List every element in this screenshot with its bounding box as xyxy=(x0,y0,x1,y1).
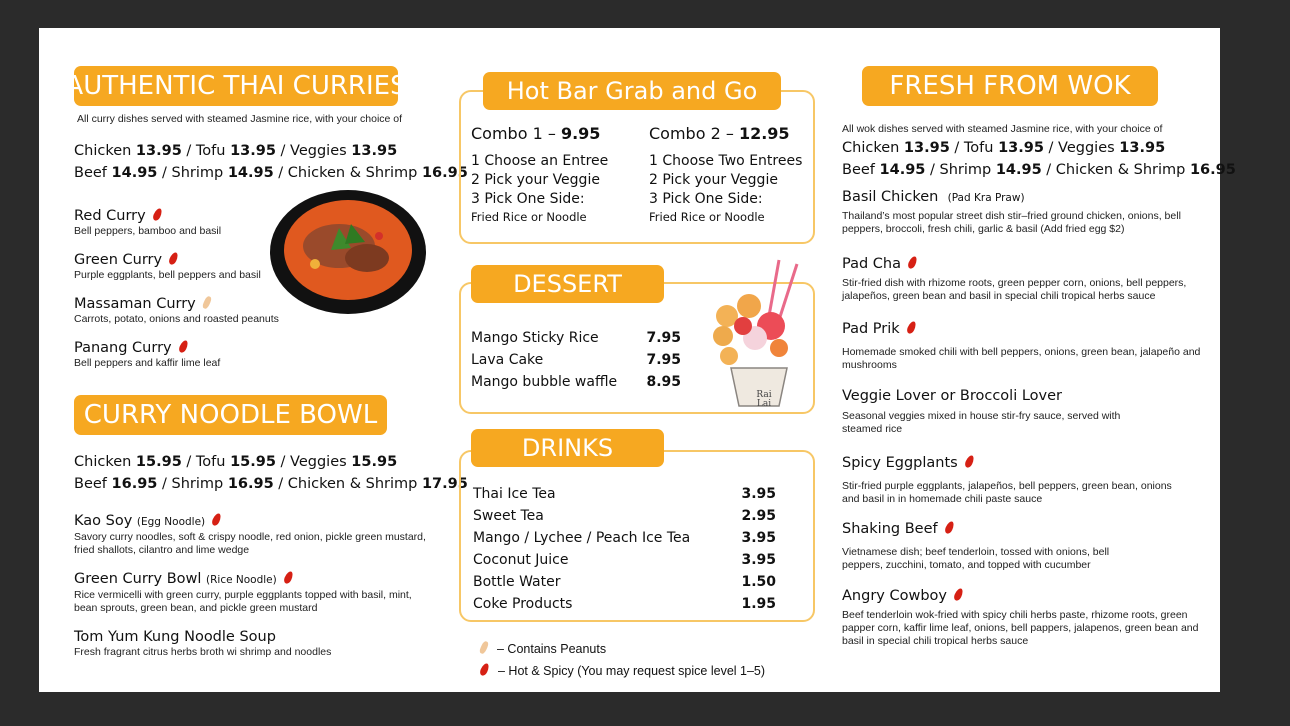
combo-step: 1 Choose Two Entrees xyxy=(649,153,803,169)
price-value: 15.95 xyxy=(351,454,398,470)
price-label: / Tofu xyxy=(181,454,231,470)
curry-bowl-image xyxy=(269,188,427,316)
combo-title: Combo 1 – 9.95 xyxy=(471,124,601,143)
noodle-item xyxy=(74,570,434,615)
noodle-price-line-2 xyxy=(74,473,468,495)
hot-spicy-icon xyxy=(211,512,223,527)
wok-price-line-1 xyxy=(842,137,1165,159)
price-value: 13.95 xyxy=(351,143,398,159)
item-name: Massaman Curry xyxy=(74,295,279,313)
price-label: / Shrimp xyxy=(157,165,228,181)
wok-item xyxy=(842,587,1202,648)
item-description: Homemade smoked chili with bell peppers, onions, green bean, jalapeño and mushrooms xyxy=(842,346,1201,371)
price-label: / Chicken & Shrimp xyxy=(1041,162,1190,178)
dessert-item: Lava Cake 7.95 xyxy=(471,352,681,368)
combo-1 xyxy=(471,124,608,225)
peanut-icon xyxy=(201,295,212,309)
hot-spicy-icon xyxy=(953,587,965,602)
drink-item: Sweet Tea 2.95 xyxy=(473,508,776,524)
combo-step: 1 Choose an Entree xyxy=(471,153,609,169)
wok-item xyxy=(842,320,1202,372)
price-value: 13.95 xyxy=(135,143,182,159)
price-label: / Tofu xyxy=(181,143,231,159)
cup-label: Rai Lai xyxy=(756,390,772,409)
wok-item xyxy=(842,454,1182,506)
menu-board xyxy=(39,28,1236,692)
wok-note: All wok dishes served with steamed Jasmine rice, with your choice of xyxy=(842,123,1163,135)
price-label: / Tofu xyxy=(949,140,999,156)
item-name: Veggie Lover or Broccoli Lover xyxy=(842,388,1062,404)
curry-item xyxy=(74,339,220,370)
item-description: Rice vermicelli with green curry, purple eggplants topped with basil, mint, bean sprouts, green bean, and pickle green mustard xyxy=(74,589,412,614)
price-label: / Veggies xyxy=(275,143,352,159)
wok-item xyxy=(842,387,1142,436)
item-description: Vietnamese dish; beef tenderloin, tossed with onions, bell peppers, zucchini, tomato, and topped with cucumber xyxy=(842,546,1110,571)
hot-spicy-icon xyxy=(943,520,955,535)
noodle-item xyxy=(74,628,434,659)
item-name: Basil Chicken (Pad Kra Praw) xyxy=(842,189,1025,205)
item-description: Bell peppers and kaffir lime leaf xyxy=(74,357,221,369)
combo-side: Fried Rice or Noodle xyxy=(649,210,765,224)
combo-step: 2 Pick your Veggie xyxy=(471,172,600,188)
item-description: Bell peppers, bamboo and basil xyxy=(74,225,222,237)
dessert-header: DESSERT xyxy=(471,265,664,303)
price-label: / Veggies xyxy=(275,454,352,470)
hot-spicy-icon xyxy=(168,251,180,266)
drink-item: Coconut Juice 3.95 xyxy=(473,552,776,568)
item-name: Red Curry xyxy=(74,207,221,225)
price-value: 16.95 xyxy=(111,476,158,492)
price-label: Beef xyxy=(74,476,112,492)
dessert-list xyxy=(471,327,681,393)
wok-item xyxy=(842,255,1202,303)
legend xyxy=(481,638,765,682)
price-value: 16.95 xyxy=(227,476,274,492)
combo-title: Combo 2 – 12.95 xyxy=(649,124,790,143)
price-value: 13.95 xyxy=(1119,140,1166,156)
item-name: Green Curry xyxy=(74,251,261,269)
price-value: 15.95 xyxy=(135,454,182,470)
price-label: Chicken xyxy=(74,454,136,470)
combo-step: 3 Pick One Side: xyxy=(649,191,763,207)
drinks-header: DRINKS xyxy=(471,429,664,467)
hot-spicy-icon xyxy=(905,320,917,335)
drinks-list xyxy=(473,483,776,615)
noodle-item xyxy=(74,512,434,557)
item-name: Pad Cha xyxy=(842,255,1202,273)
price-value: 14.95 xyxy=(995,162,1042,178)
price-label: Chicken xyxy=(842,140,904,156)
bubble-waffle-image xyxy=(709,256,805,408)
item-description: Thailand’s most popular street dish stir–fried ground chicken, onions, bell peppers, broccoli, fresh chili, garlic & basil (Add fried egg $2) xyxy=(842,210,1181,235)
combo-side: Fried Rice or Noodle xyxy=(471,210,587,224)
drink-item: Bottle Water 1.50 xyxy=(473,574,776,590)
item-description: Stir-fried purple eggplants, jalapeños, bell peppers, green bean, onions and basil in in homemade chili paste sauce xyxy=(842,480,1172,505)
curries-price-line-1 xyxy=(74,140,397,162)
price-label: / Chicken & Shrimp xyxy=(273,476,422,492)
item-description: Savory curry noodles, soft & crispy noodle, red onion, pickle green mustard, fried shallots, cilantro and lime wedge xyxy=(74,531,426,556)
item-name: Angry Cowboy xyxy=(842,587,1202,605)
curry-item xyxy=(74,251,261,282)
wok-price-line-2 xyxy=(842,159,1236,181)
price-value: 16.95 xyxy=(1189,162,1236,178)
item-description: Purple eggplants, bell peppers and basil xyxy=(74,269,261,281)
curry-item xyxy=(74,207,221,238)
combo-step: 2 Pick your Veggie xyxy=(649,172,778,188)
price-label: Chicken xyxy=(74,143,136,159)
hot-spicy-icon xyxy=(177,339,189,354)
combo-step: 3 Pick One Side: xyxy=(471,191,585,207)
price-label: Beef xyxy=(74,165,112,181)
price-value: 13.95 xyxy=(998,140,1044,156)
item-name: Kao Soy (Egg Noodle) xyxy=(74,512,434,531)
combo-2 xyxy=(649,124,802,225)
price-label: / Shrimp xyxy=(157,476,228,492)
price-value: 13.95 xyxy=(230,143,276,159)
curries-note: All curry dishes served with steamed Jasmine rice, with your choice of xyxy=(77,113,403,125)
item-description: Stir-fried dish with rhizome roots, green pepper corn, onions, bell peppers, jalapeños, green bean and basil in special chili tropical herbs sauce xyxy=(842,277,1187,302)
price-label: Beef xyxy=(842,162,880,178)
price-value: 14.95 xyxy=(879,162,926,178)
price-label: / Chicken & Shrimp xyxy=(273,165,422,181)
item-name: Pad Prik xyxy=(842,320,1202,338)
curry-item xyxy=(74,295,279,326)
hot-spicy-icon xyxy=(479,662,491,677)
price-value: 14.95 xyxy=(227,165,274,181)
hot-spicy-icon xyxy=(963,454,975,469)
item-description: Beef tenderloin wok-fried with spicy chili herbs paste, rhizome roots, green papper corn, kaffir lime leaf, onions, bell pappers, jalapenos, green bean and basil in special chili tropical herbs sauce xyxy=(842,609,1199,647)
drink-item: Thai Ice Tea 3.95 xyxy=(473,486,776,502)
item-subtitle: (Egg Noodle) xyxy=(136,516,206,528)
hot-spicy-icon xyxy=(151,207,163,222)
price-value: 15.95 xyxy=(230,454,276,470)
item-name: Green Curry Bowl (Rice Noodle) xyxy=(74,570,434,589)
dessert-item: Mango Sticky Rice 7.95 xyxy=(471,330,681,346)
item-description: Seasonal veggies mixed in house stir-fry sauce, served with steamed rice xyxy=(842,410,1121,435)
hot-spicy-icon xyxy=(907,255,919,270)
item-name: Panang Curry xyxy=(74,339,220,357)
legend-peanut: – Contains Peanuts xyxy=(481,638,765,660)
price-label: / Shrimp xyxy=(925,162,996,178)
item-name: Tom Yum Kung Noodle Soup xyxy=(74,629,276,645)
noodle-header: CURRY NOODLE BOWL xyxy=(74,395,387,435)
hotbar-header: Hot Bar Grab and Go xyxy=(483,72,781,110)
drink-item: Mango / Lychee / Peach Ice Tea 3.95 xyxy=(473,530,776,546)
curries-price-line-2 xyxy=(74,162,468,184)
drink-item: Coke Products 1.95 xyxy=(473,596,776,612)
item-name: Shaking Beef xyxy=(842,520,1152,538)
wok-item xyxy=(842,520,1152,572)
hot-spicy-icon xyxy=(282,570,294,585)
curries-header: AUTHENTIC THAI CURRIES xyxy=(74,66,398,106)
peanut-icon xyxy=(479,640,490,654)
price-value: 17.95 xyxy=(421,476,468,492)
price-value: 13.95 xyxy=(903,140,950,156)
item-name: Spicy Eggplants xyxy=(842,454,1182,472)
noodle-price-line-1 xyxy=(74,451,397,473)
wok-header: FRESH FROM WOK xyxy=(862,66,1158,106)
item-description: Fresh fragrant citrus herbs broth wi shrimp and noodles xyxy=(74,646,332,658)
dessert-item: Mango bubble waffle 8.95 xyxy=(471,374,681,390)
wok-item xyxy=(842,188,1202,236)
item-subtitle: (Pad Kra Praw) xyxy=(947,192,1025,204)
price-value: 16.95 xyxy=(421,165,468,181)
price-value: 14.95 xyxy=(111,165,158,181)
price-label: / Veggies xyxy=(1043,140,1120,156)
item-description: Carrots, potato, onions and roasted peanuts xyxy=(74,313,279,325)
item-subtitle: (Rice Noodle) xyxy=(206,574,277,586)
legend-spicy: – Hot & Spicy (You may request spice level 1–5) xyxy=(481,660,765,682)
